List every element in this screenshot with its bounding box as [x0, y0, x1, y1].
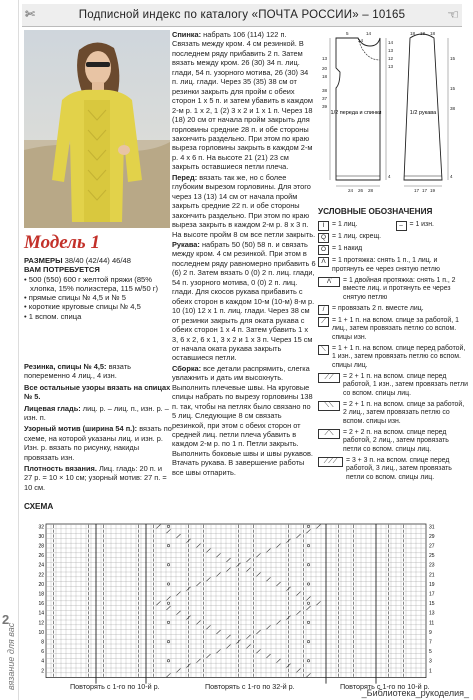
- page-number: 2: [2, 612, 10, 627]
- dimension-label: 28: [368, 188, 374, 193]
- chart-row-label: 28: [38, 543, 44, 550]
- materials-label: ВАМ ПОТРЕБУЕТСЯ: [24, 265, 100, 275]
- dimension-label: 37: [322, 96, 328, 101]
- chart-row-label: 6: [41, 649, 44, 656]
- instructions-text: [172, 30, 316, 478]
- legend-text: = 1 + 1 п. на вспом. спице перед работой, 1 изн., затем провязать петлю со вспом. спицы лиц.: [332, 344, 466, 369]
- chart-row-label: 18: [38, 591, 44, 598]
- symbols-legend: [318, 208, 468, 485]
- dimension-label: 38: [322, 88, 328, 93]
- dimension-label: 24: [348, 188, 354, 193]
- front-text: вязать так же, но с более глубоким вырезом горловины. Для этого через 13 (13) 14 см от начала пройм закрыть средние 22 п. и обе стороны закончить раздельно. При этом по краю выреза закрыть в каждом 2-м р. 8 x 3 п. На высоте пройм 8 см все петли закрыть.: [172, 172, 316, 239]
- material-item: • прямые спицы № 4,5 и № 5: [24, 293, 126, 303]
- legend-text: = 2 + 1 п. на вспом. спице перед работой, 1 изн., затем провязать петли со вспом. спицы лиц.: [343, 372, 469, 397]
- legend-symbol: –: [396, 221, 407, 231]
- chart-row-label: 17: [429, 591, 435, 598]
- rib-text: вязать попеременно 4 лиц., 4 изн.: [24, 362, 131, 381]
- dimension-label: 15: [450, 86, 456, 91]
- dimension-label: 18: [420, 31, 426, 36]
- legend-symbol: ⟋⟋: [318, 373, 340, 383]
- pattern-text: вязать по схеме, на которой указаны лиц. и изн. р. Изн. р. вязать по рисунку, накиды провязать изн.: [24, 424, 172, 462]
- legend-text: = 1 лиц. скрещ.: [332, 232, 382, 240]
- pattern-label: Узорный мотив (ширина 54 п.):: [24, 424, 138, 434]
- chart-row-label: 8: [41, 639, 44, 646]
- dimension-label: 4: [450, 174, 453, 179]
- legend-symbol: /: [318, 305, 329, 315]
- chart-row-label: 3: [429, 658, 432, 665]
- legend-item: [318, 457, 468, 483]
- legend-text: = 2 + 1 п. на вспом. спице за работой, 2 лиц., затем провязать петлю со вспом. спицы изн.: [343, 400, 465, 425]
- chart-row-label: 26: [38, 553, 44, 560]
- stockinette-text: лиц. р. – лиц. п., изн. р. – изн. п.: [24, 403, 169, 423]
- legend-text: = 1 + 1 п. на вспом. спице за работой, 1 лиц., затем провязать петлю со вспом. спицы изн.: [332, 316, 459, 341]
- density-label: Плотность вязания.: [24, 464, 97, 474]
- dimension-label: 4: [388, 174, 391, 179]
- sizes-label: РАЗМЕРЫ: [24, 256, 63, 265]
- material-item: • 500 (550) 600 г желтой пряжи (85% хлопка, 15% полиэстера, 115 м/50 г): [24, 274, 159, 293]
- legend-text: = 1 двойная протяжка: снять 1 п., 2 вместе лиц. и протянуть ее через снятую петлю: [343, 276, 456, 301]
- technique-text: [24, 362, 172, 494]
- rib-label: Резинка, спицы № 4,5:: [24, 362, 107, 371]
- assembly-label: Сборка:: [172, 363, 202, 373]
- scissors-icon: ✄: [25, 7, 36, 21]
- dimension-label: 18: [322, 74, 328, 79]
- dimension-label: 19: [430, 188, 436, 193]
- chart-row-label: 27: [429, 543, 435, 550]
- legend-item: [318, 257, 468, 274]
- chart-row-label: 22: [38, 572, 44, 579]
- side-strip: [0, 0, 19, 700]
- chart-row-label: 23: [429, 562, 435, 569]
- legend-text: = 1 протяжка: снять 1 п., 1 лиц. и протянуть ее через снятую петлю: [332, 257, 440, 273]
- model-title: Модель 1: [24, 232, 100, 253]
- chart-row-label: 16: [38, 601, 44, 608]
- density-text: Лиц. гладь: 20 п. и 27 р. = 10 × 10 см; узорный мотив: 27 п. = 10 см.: [24, 464, 167, 492]
- knitting-chart: [34, 522, 466, 680]
- chart-row-label: 31: [429, 524, 435, 531]
- chart-row-label: 11: [429, 620, 435, 627]
- repeat-mid: Повторять с 1-го по 32-й р.: [205, 682, 295, 691]
- chart-row-label: 25: [429, 553, 435, 560]
- side-label: вязание для вас: [6, 622, 16, 690]
- chart-row-label: 2: [41, 668, 44, 675]
- all-patterns-note: Все остальные узоры вязать на спицах № 5.: [24, 382, 171, 402]
- legend-item: [318, 345, 468, 371]
- legend-text: = провязать 2 п. вместе лиц.: [332, 304, 424, 312]
- dimension-label: 12: [388, 56, 394, 61]
- repeat-left: Повторять с 1-го по 10-й р.: [70, 682, 160, 691]
- back-text: набрать 106 (114) 122 п. Связать между кром. 4 см резинкой. В последнем ряду прибавить 2 п. Затем вязать между кром. 26 (30) 34 п. лиц. глади, 54 п. узорного мотива, 26 (30) 34 п. лиц. глади. Через 35 (35) 38 см от резинки закрыть для пройм с обеих сторон 1 x 5 п. и затем убавить в каждом 2-м р. 1 x 2, 1 (2) 3 x 2 и 1 x 1 п. Через 18 (18) 20 см от начала пройм закрыть для горловины средние 28 п. и обе стороны закончить раздельно. При этом по краю выреза горловины закрыть в каждом 2-м р. 4 x 6 п. На высоте 21 (21) 23 см закрыть оставшиеся петли плеча.: [172, 30, 313, 172]
- legend-text: = 1 накид: [332, 244, 363, 252]
- chart-row-label: 7: [429, 639, 432, 646]
- legend-item: [318, 429, 468, 455]
- chart-row-label: 13: [429, 610, 435, 617]
- legend-symbol: ⟋⟍: [318, 429, 340, 439]
- model-info: [24, 232, 170, 321]
- dimension-label: 18: [430, 31, 436, 36]
- model-photo: [24, 30, 170, 228]
- legend-item: [318, 317, 468, 343]
- legend-text: = 3 + 3 п. на вспом. спице перед работой, 3 лиц., затем провязать петли со вспом. спицы лиц.: [346, 456, 452, 481]
- chart-row-label: 10: [38, 629, 44, 636]
- assembly-text: все детали распрямить, слегка увлажнить и дать им высохнуть. Выполнить плечевые швы. На круговые спицы набрать по вырезу горловины 138 п. так, чтобы на петлях было связано по 5 лиц. Следующие 8 см связать резинкой, при этом с обеих сторон от средней лиц. петли плеча убавить в каждом 2-м р. по 1 п. Петли закрыть. Выполнить боковые швы и швы рукавов. Втачать рукава. В завершение работы все швы отпарить.: [172, 363, 313, 477]
- front-label: Перед:: [172, 172, 198, 182]
- dimension-label: 13: [388, 64, 394, 69]
- legend-item: [318, 277, 468, 303]
- header-title: Подписной индекс по каталогу «ПОЧТА РОССИИ» – 10165: [78, 9, 406, 21]
- dimension-label: 14: [366, 31, 372, 36]
- chart-row-label: 5: [429, 649, 432, 656]
- chart-row-label: 30: [38, 533, 44, 540]
- pointing-hand-icon: ☜: [447, 7, 459, 22]
- chart-row-label: 19: [429, 581, 435, 588]
- dimension-label: 18: [410, 31, 416, 36]
- dimension-label: 13: [322, 56, 328, 61]
- legend-title: УСЛОВНЫЕ ОБОЗНАЧЕНИЯ: [318, 207, 433, 216]
- chart-row-label: 29: [429, 533, 435, 540]
- dimension-label: 15: [450, 56, 456, 61]
- legend-item: [318, 401, 468, 427]
- legend-text: = 2 + 2 п. на вспом. спице перед работой, 2 лиц., затем провязать петли со вспом. спицы лиц.: [343, 428, 449, 453]
- legend-text: = 1 изн.: [409, 220, 434, 228]
- chart-row-label: 15: [429, 601, 435, 608]
- dimension-label: 17: [414, 188, 420, 193]
- chart-grid: [46, 524, 426, 684]
- stockinette-label: Лицевая гладь:: [24, 403, 81, 413]
- legend-symbol: Λ̇: [318, 277, 340, 287]
- dimension-label: 38: [450, 106, 456, 111]
- dimension-label: 26: [358, 188, 364, 193]
- chart-row-label: 20: [38, 581, 44, 588]
- legend-item: [318, 245, 468, 255]
- legend-text: = 1 лиц.: [332, 220, 358, 228]
- garment-schematic: [318, 30, 466, 193]
- chart-row-label: 9: [429, 629, 432, 636]
- legend-symbol: ⟍: [318, 345, 329, 355]
- legend-symbol: I: [318, 221, 329, 231]
- chart-row-label: 4: [41, 658, 44, 665]
- chart-row-label: 1: [429, 668, 432, 675]
- chart-row-label: 24: [38, 562, 44, 569]
- watermark: _Библиотека_рукоделия_: [361, 688, 469, 698]
- dimension-label: 13: [388, 48, 394, 53]
- legend-symbol: ⟋⟋⟋: [318, 457, 343, 467]
- legend-symbol: Q: [318, 233, 329, 243]
- sleeve-text: набрать 50 (50) 58 п. и связать между кром. 4 см резинкой. При этом в последнем ряду равномерно прибавить 6 (6) 2 п. Затем вязать 0 (0) 2 п. лиц. глади, 54 п. узорного мотива, 0 (0) 2 п. лиц. глади. Для скосов рукава прибавить с обеих сторон в каждом 10-м (10-м) 8-м р. 10 (10) 12 x 1 п. лиц. глади. Через 38 см от резинки закрыть для оката рукава с обеих сторон 1 x 4 п. Затем убавить 1 x 3, 6 x 2, 6 x 1, 3 x 2 и 1 x 3 п. Через 15 см от начала оката рукава закрыть оставшиеся петли.: [172, 239, 316, 363]
- legend-item: [318, 233, 468, 243]
- legend-symbol: ⟋: [318, 317, 329, 327]
- dimension-label: 5: [346, 31, 349, 36]
- legend-item: [318, 221, 468, 231]
- back-label: Спинка:: [172, 30, 202, 39]
- legend-symbol: ⟍⟍: [318, 401, 340, 411]
- legend-item: [318, 373, 468, 399]
- dimension-label: 39: [322, 104, 328, 109]
- dimension-label: 14: [358, 38, 364, 43]
- legend-symbol: O: [318, 245, 329, 255]
- dimension-label: 17: [422, 188, 428, 193]
- chart-row-label: 21: [429, 572, 435, 579]
- sizes-value: 38/40 (42/44) 46/48: [64, 256, 131, 265]
- chart-row-label: 12: [38, 620, 44, 627]
- repeat-right: Повторять с 1-го по 10-й р.: [340, 682, 430, 691]
- material-item: • короткие круговые спицы № 4,5: [24, 302, 141, 312]
- material-item: • 1 вспом. спица: [24, 311, 82, 321]
- legend-item: [318, 305, 468, 315]
- page-header: [22, 4, 462, 27]
- chart-title: СХЕМА: [24, 502, 54, 511]
- chart-row-label: 14: [38, 610, 44, 617]
- schematic-back-label: 1/2 переда и спинки: [330, 110, 382, 116]
- dimension-label: 14: [388, 40, 394, 45]
- schematic-sleeve-label: 1/2 рукава: [409, 110, 437, 116]
- dimension-label: 20: [322, 66, 328, 71]
- chart-row-label: 32: [38, 524, 44, 531]
- legend-symbol: Λ: [318, 257, 329, 267]
- sleeve-label: Рукава:: [172, 239, 200, 249]
